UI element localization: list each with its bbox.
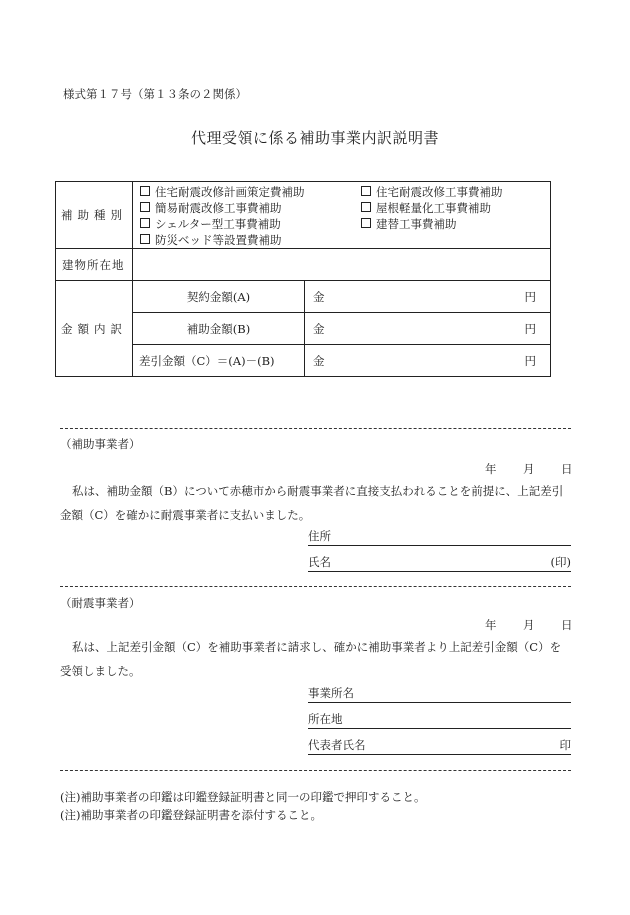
yen-prefix: 金 bbox=[313, 354, 325, 368]
form-number: 様式第１７号（第１３条の２関係） bbox=[63, 87, 247, 101]
type-option[interactable] bbox=[361, 184, 503, 200]
divider bbox=[60, 428, 571, 429]
yen-unit: 円 bbox=[524, 354, 536, 368]
address-field[interactable] bbox=[308, 527, 571, 546]
subsidy-details-table bbox=[55, 181, 551, 377]
divider bbox=[60, 586, 571, 587]
date-day[interactable]: 日 bbox=[561, 462, 573, 476]
document-title: 代理受領に係る補助事業内訳説明書 bbox=[190, 129, 439, 147]
yen-prefix: 金 bbox=[313, 290, 325, 304]
checkbox[interactable] bbox=[140, 202, 150, 212]
office-location-field[interactable] bbox=[308, 710, 571, 729]
subsidy-amount-field[interactable] bbox=[305, 313, 551, 345]
subsidy-section-heading: （補助事業者） bbox=[60, 437, 141, 451]
yen-unit: 円 bbox=[524, 322, 536, 336]
type-option[interactable] bbox=[140, 232, 282, 248]
amount-label: 金額内訳 bbox=[56, 281, 133, 377]
contractor-statement: 私は、上記差引金額（C）を補助事業者に請求し、確かに補助事業者より上記差引金額（C）を受領しました。 bbox=[60, 640, 562, 678]
representative-field[interactable] bbox=[308, 736, 571, 755]
date-day[interactable]: 日 bbox=[561, 618, 573, 632]
location-field[interactable] bbox=[133, 249, 551, 281]
date-month[interactable]: 月 bbox=[523, 462, 535, 476]
date-year[interactable]: 年 bbox=[485, 462, 497, 476]
office-name-label: 事業所名 bbox=[308, 686, 354, 700]
checkbox[interactable] bbox=[140, 234, 150, 244]
type-option-label: シェルター型工事費補助 bbox=[155, 217, 281, 231]
type-option-label: 住宅耐震改修計画策定費補助 bbox=[155, 185, 305, 199]
office-name-field[interactable] bbox=[308, 684, 571, 703]
subsidy-amount-label: 補助金額(B) bbox=[133, 313, 305, 345]
seal-mark: (印) bbox=[550, 555, 571, 569]
yen-unit: 円 bbox=[524, 290, 536, 304]
difference-amount-label: 差引金額（C）＝(A)－(B) bbox=[133, 345, 305, 377]
divider bbox=[60, 770, 571, 771]
name-field[interactable] bbox=[308, 553, 571, 572]
date-month[interactable]: 月 bbox=[523, 618, 535, 632]
yen-prefix: 金 bbox=[313, 322, 325, 336]
seal-mark: 印 bbox=[559, 738, 571, 752]
checkbox[interactable] bbox=[361, 202, 371, 212]
contract-amount-label: 契約金額(A) bbox=[133, 281, 305, 313]
type-option[interactable] bbox=[361, 216, 457, 232]
type-option-label: 屋根軽量化工事費補助 bbox=[376, 201, 491, 215]
date-year[interactable]: 年 bbox=[485, 618, 497, 632]
office-location-label: 所在地 bbox=[308, 712, 343, 726]
type-option-label: 防災ベッド等設置費補助 bbox=[155, 233, 282, 247]
checkbox[interactable] bbox=[361, 186, 371, 196]
type-option-label: 簡易耐震改修工事費補助 bbox=[155, 201, 282, 215]
checkbox[interactable] bbox=[140, 218, 150, 228]
type-option-label: 住宅耐震改修工事費補助 bbox=[376, 185, 503, 199]
subsidy-statement: 私は、補助金額（B）について赤穂市から耐震事業者に直接支払われることを前提に、上記差引金額（C）を確かに耐震事業者に支払いました。 bbox=[60, 484, 564, 522]
type-options bbox=[133, 182, 551, 249]
type-option[interactable] bbox=[140, 184, 305, 200]
difference-amount-field[interactable] bbox=[305, 345, 551, 377]
representative-label: 代表者氏名 bbox=[308, 738, 366, 752]
note-1: (注)補助事業者の印鑑は印鑑登録証明書と同一の印鑑で押印すること。 bbox=[60, 790, 426, 804]
checkbox[interactable] bbox=[361, 218, 371, 228]
checkbox[interactable] bbox=[140, 186, 150, 196]
contractor-section-heading: （耐震事業者） bbox=[60, 596, 141, 610]
location-label: 建物所在地 bbox=[56, 249, 133, 281]
type-option[interactable] bbox=[140, 200, 282, 216]
type-option[interactable] bbox=[361, 200, 491, 216]
contract-amount-field[interactable] bbox=[305, 281, 551, 313]
name-label: 氏名 bbox=[308, 555, 331, 569]
note-2: (注)補助事業者の印鑑登録証明書を添付すること。 bbox=[60, 808, 322, 822]
type-option[interactable] bbox=[140, 216, 281, 232]
type-label: 補助種別 bbox=[56, 182, 133, 249]
address-label: 住所 bbox=[308, 529, 331, 543]
type-option-label: 建替工事費補助 bbox=[376, 217, 457, 231]
